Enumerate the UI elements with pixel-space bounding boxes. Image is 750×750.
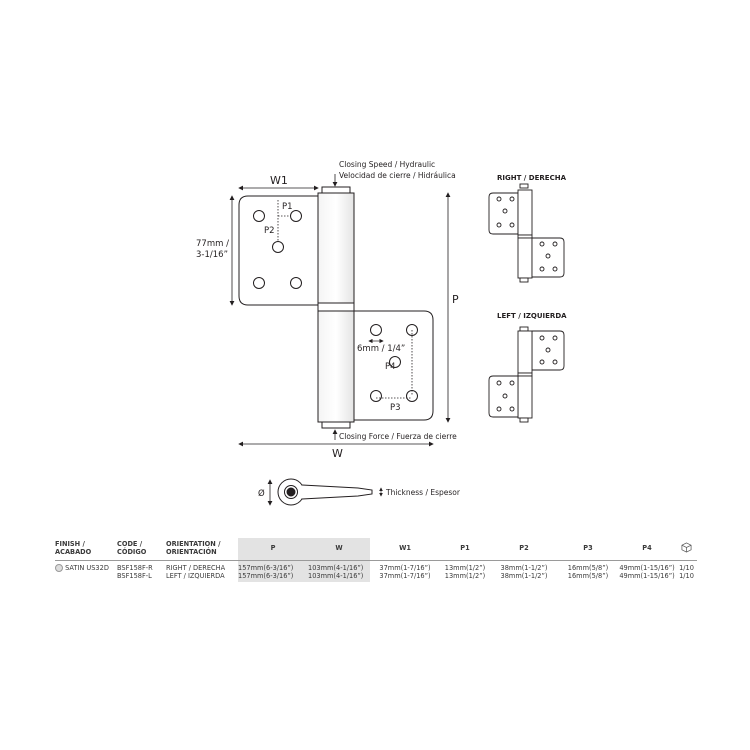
finish-cell bbox=[55, 561, 117, 583]
table-header-row bbox=[55, 538, 697, 561]
col-p: P bbox=[238, 538, 308, 561]
spec-table bbox=[55, 538, 697, 582]
col-p4: P4 bbox=[642, 544, 652, 552]
closing-speed-label: Closing Speed / Hydraulic bbox=[339, 160, 436, 169]
height-in-label: 3-1/16” bbox=[196, 250, 228, 260]
barrel-upper bbox=[318, 193, 354, 304]
finish-swatch-icon bbox=[55, 564, 63, 572]
p-label: P bbox=[452, 293, 459, 306]
height-mm-label: 77mm / bbox=[196, 239, 229, 249]
left-hinge-thumbnail bbox=[489, 327, 564, 422]
w1-cell: 37mm(1-7/16”) 37mm(1-7/16”) bbox=[379, 564, 431, 580]
finish-label: SATIN US32D bbox=[65, 564, 109, 572]
thickness-label: Thickness / Espesor bbox=[386, 488, 460, 497]
closing-force-label: Closing Force / Fuerza de cierre bbox=[339, 432, 457, 441]
right-hinge-thumbnail bbox=[489, 184, 564, 282]
p1-label: P1 bbox=[282, 202, 293, 212]
col-p2: P2 bbox=[519, 544, 529, 552]
col-code: CODE / CÓDIGO bbox=[117, 540, 147, 556]
p4-cell: 49mm(1-15/16”) 49mm(1-15/16”) bbox=[619, 564, 675, 580]
col-finish: FINISH / ACABADO bbox=[55, 540, 92, 556]
col-w: W bbox=[308, 538, 370, 561]
closing-speed-label-es: Velocidad de cierre / Hidráulica bbox=[339, 171, 456, 180]
p2-cell: 38mm(1-1/2”) 38mm(1-1/2”) bbox=[500, 564, 548, 580]
barrel-joint bbox=[318, 303, 354, 311]
w1-label: W1 bbox=[270, 174, 288, 187]
right-view-label: RIGHT / DERECHA bbox=[497, 174, 566, 182]
p3-label: P3 bbox=[390, 403, 401, 413]
hole-size-label: 6mm / 1/4” bbox=[357, 344, 406, 354]
p3-cell: 16mm(5/8”) 16mm(5/8”) bbox=[567, 564, 609, 580]
col-orientation: ORIENTATION / ORIENTACIÓN bbox=[166, 540, 221, 556]
p2-label: P2 bbox=[264, 226, 275, 236]
col-p1: P1 bbox=[460, 544, 470, 552]
p-cell: 157mm(6-3/16”) 157mm(6-3/16”) bbox=[238, 561, 308, 583]
col-package bbox=[676, 538, 697, 561]
section-view bbox=[270, 479, 381, 505]
col-w1: W1 bbox=[399, 544, 411, 552]
package-cell: 1/10 1/10 bbox=[679, 564, 694, 580]
orientation-cell: RIGHT / DERECHA LEFT / IZQUIERDA bbox=[166, 564, 226, 580]
p4-label: P4 bbox=[385, 362, 396, 372]
code-cell: BSF158F-R BSF158F-L bbox=[117, 564, 153, 580]
table-row bbox=[55, 561, 697, 583]
w-cell: 103mm(4-1/16”) 103mm(4-1/16”) bbox=[308, 561, 370, 583]
p1-cell: 13mm(1/2”) 13mm(1/2”) bbox=[444, 564, 486, 580]
left-view-label: LEFT / IZQUIERDA bbox=[497, 312, 567, 320]
box-icon bbox=[681, 542, 692, 553]
barrel-lower bbox=[318, 311, 354, 422]
col-p3: P3 bbox=[583, 544, 593, 552]
w-label: W bbox=[332, 447, 343, 460]
diameter-label: Ø bbox=[258, 489, 265, 499]
